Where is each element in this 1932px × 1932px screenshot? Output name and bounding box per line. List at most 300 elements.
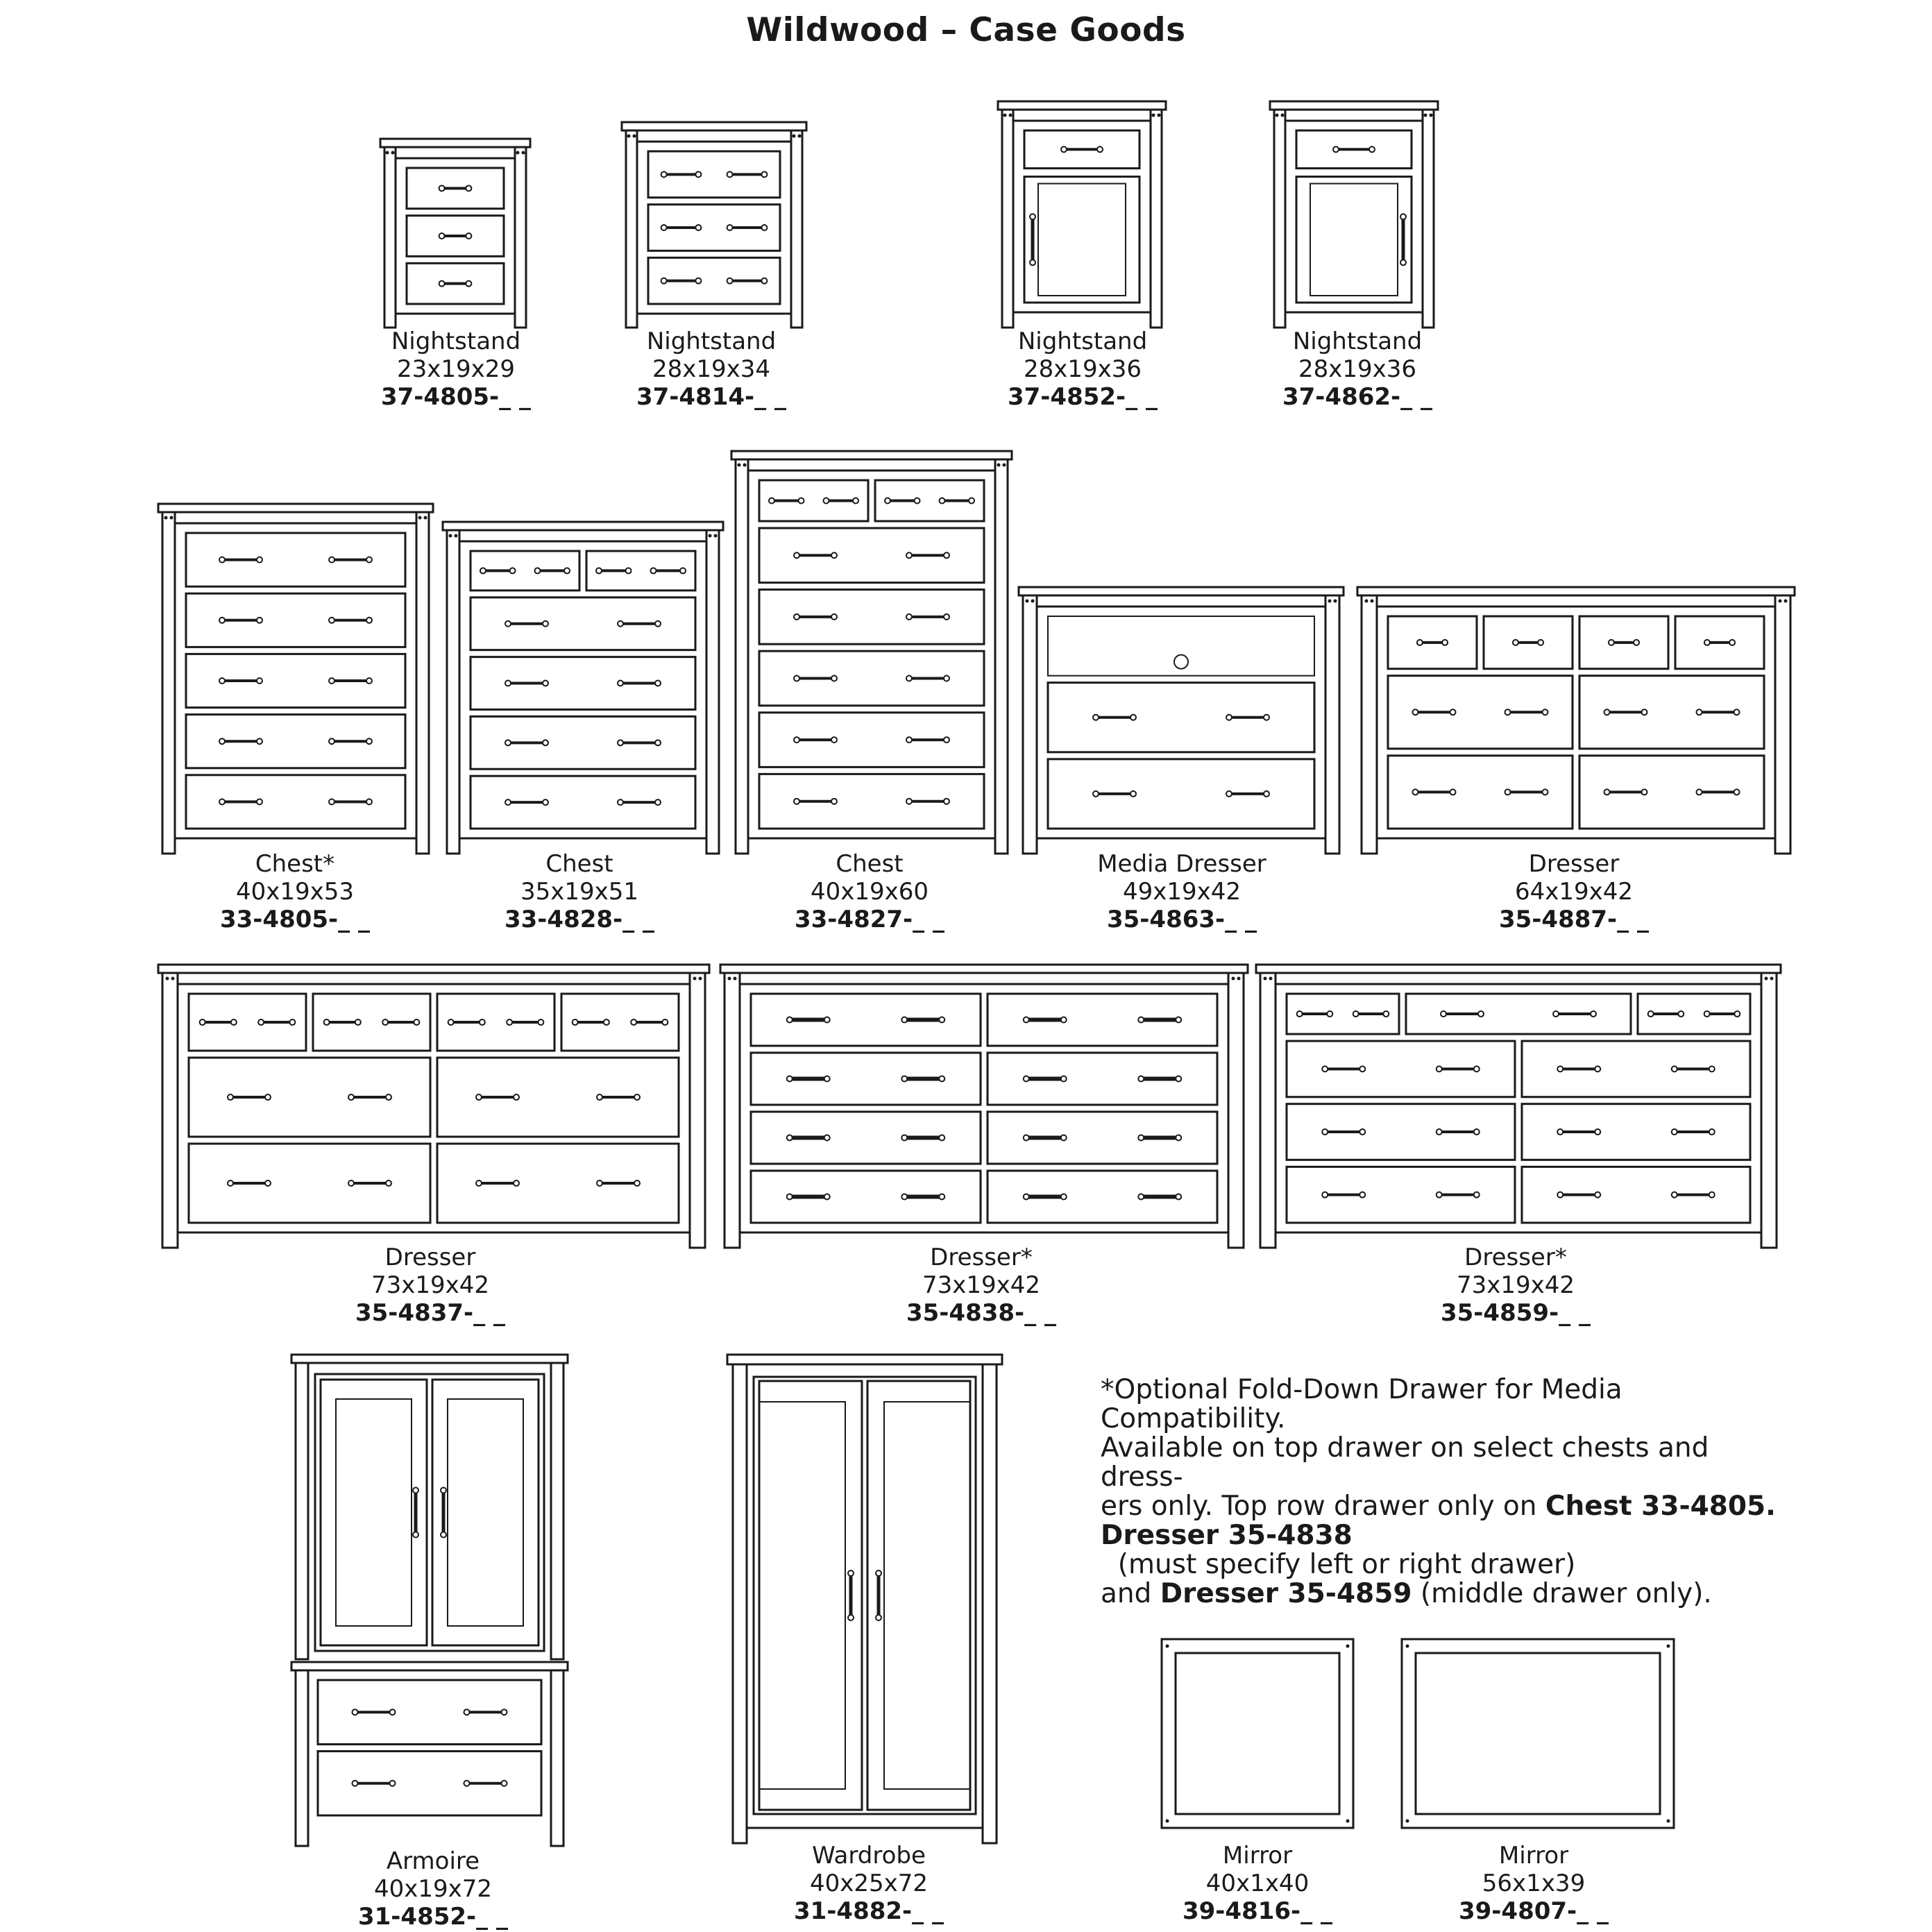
drawer-pull-icon	[794, 799, 837, 804]
drawer	[189, 1144, 430, 1223]
mirror-square-icon	[1162, 1639, 1353, 1828]
drawer-pull-icon	[1024, 1076, 1067, 1082]
drawer-pull-icon	[906, 614, 949, 620]
peg-icon	[391, 151, 395, 155]
product-name: Chest	[836, 850, 904, 878]
peg-icon	[1031, 600, 1035, 603]
drawer-pull-icon	[507, 1019, 543, 1025]
peg-icon	[1406, 1820, 1409, 1823]
drawer	[988, 1171, 1217, 1223]
peg-icon	[633, 135, 636, 138]
door-panel	[448, 1399, 523, 1626]
drawer-pull-icon	[464, 1781, 507, 1786]
product-dimensions: 73x19x42	[922, 1271, 1041, 1299]
leg	[791, 130, 802, 328]
door-panel	[1310, 184, 1398, 296]
product-caption	[944, 328, 1221, 411]
drawer-pull-icon	[1138, 1194, 1181, 1200]
product-dimensions: 49x19x42	[1122, 878, 1242, 906]
drawer-pull-icon	[939, 498, 974, 503]
drawer-pull-icon	[901, 1076, 944, 1082]
peg-icon	[170, 516, 173, 520]
drawer-pull-icon	[534, 568, 570, 573]
leg	[1423, 110, 1434, 328]
drawer-pull-icon	[228, 1180, 271, 1186]
top-board	[731, 451, 1012, 459]
leg	[1274, 110, 1285, 328]
drawer-pull-icon	[1413, 789, 1456, 795]
leg	[162, 512, 175, 854]
drawer-pull-icon	[219, 799, 262, 804]
drawer	[751, 1171, 981, 1223]
drawer-pull-icon	[618, 681, 661, 686]
drawer	[759, 528, 984, 583]
drawer-pull-icon	[348, 1094, 391, 1100]
door-frame	[315, 1374, 544, 1651]
product-drawing	[727, 1355, 1002, 1843]
drawer-pull-icon	[901, 1194, 944, 1200]
drawer-pull-icon	[1672, 1129, 1715, 1135]
peg-icon	[1365, 600, 1368, 603]
footnote-sku: Dresser 35-4838	[1101, 1520, 1353, 1551]
drawer-pull-icon	[650, 568, 686, 573]
cord-hole-icon	[1174, 655, 1188, 669]
product-sku: 35-4859-_ _	[1440, 1299, 1591, 1327]
leg	[626, 130, 637, 328]
footnote-line: ers only. Top row drawer only on	[1101, 1491, 1545, 1522]
drawer-pull-icon	[1417, 640, 1448, 645]
product-sku: 33-4805-_ _	[219, 906, 370, 933]
product-sku: 31-4852-_ _	[357, 1903, 508, 1931]
product-drawing	[380, 139, 530, 328]
leg	[515, 147, 526, 328]
product-sku: 39-4807-_ _	[1458, 1897, 1609, 1925]
drawer-pull-icon	[348, 1180, 391, 1186]
product-caption	[1395, 1842, 1672, 1925]
drawer	[1287, 1167, 1515, 1223]
drawer	[759, 590, 984, 645]
drawer-pull-icon	[661, 225, 702, 230]
product-caption	[1119, 1842, 1396, 1925]
product-sku: 35-4887-_ _	[1498, 906, 1649, 933]
product-sku: 33-4827-_ _	[794, 906, 944, 933]
peg-icon	[516, 151, 520, 155]
drawer	[988, 1053, 1217, 1105]
leg	[1228, 973, 1244, 1248]
peg-icon	[455, 534, 458, 538]
drawer	[1522, 1041, 1750, 1097]
product-name: Dresser*	[930, 1244, 1033, 1271]
drawer-pull-icon	[476, 1180, 519, 1186]
drawer-pull-icon	[1226, 715, 1269, 720]
drawer-pull-icon	[1505, 789, 1548, 795]
peg-icon	[1424, 114, 1427, 117]
drawer	[759, 774, 984, 829]
product-caption	[1219, 328, 1496, 411]
product-sku: 39-4816-_ _	[1182, 1897, 1332, 1925]
drawer	[189, 1058, 430, 1137]
drawer	[318, 1680, 541, 1745]
chest-six-drawer-icon	[443, 522, 723, 854]
drawer	[437, 1144, 679, 1223]
peg-icon	[1346, 1820, 1350, 1823]
peg-icon	[1779, 600, 1782, 603]
drawer-pull-icon	[1024, 1135, 1067, 1141]
top-board	[380, 139, 530, 147]
footnote-sku: Chest 33-4805.	[1545, 1491, 1776, 1522]
drawer-pull-icon	[1672, 1066, 1715, 1071]
top-board	[158, 504, 433, 512]
drawer-pull-icon	[324, 1019, 361, 1025]
drawer-pull-icon	[906, 552, 949, 558]
drawer	[1522, 1167, 1750, 1223]
page-title: Wildwood – Case Goods	[746, 11, 1186, 49]
door-pull-icon	[1400, 214, 1406, 265]
door	[1296, 177, 1412, 303]
drawer-pull-icon	[1093, 715, 1136, 720]
drawer	[751, 994, 981, 1046]
leg	[1362, 595, 1377, 854]
drawer	[471, 716, 695, 769]
drawer-pull-icon	[794, 614, 837, 620]
mirror-frame	[1162, 1639, 1353, 1828]
drawer-pull-icon	[618, 740, 661, 745]
door-pull-icon	[876, 1570, 881, 1620]
product-drawing	[731, 451, 1012, 854]
peg-icon	[418, 516, 422, 520]
product-dimensions: 23x19x29	[396, 355, 516, 383]
drawer-pull-icon	[329, 618, 372, 623]
drawer-pull-icon	[769, 498, 804, 503]
product-caption	[317, 328, 595, 411]
drawer-pull-icon	[1672, 1192, 1715, 1198]
peg-icon	[997, 464, 1001, 467]
product-drawing	[1402, 1639, 1674, 1828]
product-dimensions: 28x19x36	[1298, 355, 1417, 383]
drawer-pull-icon	[1557, 1066, 1600, 1071]
door-panel	[759, 1402, 845, 1789]
product-drawing	[443, 522, 723, 854]
drawer-pull-icon	[464, 1709, 507, 1715]
leg	[1775, 595, 1790, 854]
product-caption	[156, 850, 434, 933]
drawer-pull-icon	[329, 557, 372, 563]
peg-icon	[709, 534, 712, 538]
top-board	[443, 522, 723, 530]
footnote	[1101, 1375, 1795, 1609]
drawer-pull-icon	[1322, 1066, 1365, 1071]
product-caption	[294, 1847, 572, 1931]
drawer-pull-icon	[1138, 1076, 1181, 1082]
product-name: Dresser	[1528, 850, 1620, 878]
peg-icon	[1152, 114, 1155, 117]
product-caption	[573, 328, 850, 411]
drawer-pull-icon	[1138, 1135, 1181, 1141]
nightstand-door-right-hinge-icon	[1270, 101, 1438, 328]
drawer-pull-icon	[1333, 146, 1375, 152]
door-pull-icon	[441, 1487, 446, 1537]
top-board	[291, 1355, 568, 1363]
leg	[1325, 595, 1339, 854]
peg-icon	[734, 977, 737, 981]
drawer	[471, 776, 695, 829]
drawer	[437, 1058, 679, 1137]
product-drawing	[998, 101, 1166, 328]
product-drawing	[1357, 587, 1795, 854]
leg	[1002, 110, 1013, 328]
drawer-pull-icon	[631, 1019, 668, 1025]
peg-icon	[1003, 114, 1007, 117]
drawer-pull-icon	[1697, 709, 1740, 715]
product-dimensions: 73x19x42	[1456, 1271, 1575, 1299]
top-board	[998, 101, 1166, 110]
drawer-pull-icon	[505, 740, 548, 745]
peg-icon	[1009, 114, 1012, 117]
drawer-pull-icon	[1441, 1011, 1484, 1017]
product-name: Wardrobe	[812, 1842, 926, 1870]
product-dimensions: 56x1x39	[1482, 1870, 1586, 1897]
peg-icon	[1346, 1645, 1350, 1648]
drawer-pull-icon	[1609, 640, 1639, 645]
drawer	[1406, 994, 1631, 1034]
product-sku: 35-4863-_ _	[1106, 906, 1257, 933]
drawer-pull-icon	[794, 675, 837, 681]
peg-icon	[1371, 600, 1374, 603]
product-sku: 37-4862-_ _	[1282, 383, 1432, 411]
drawer-pull-icon	[1437, 1129, 1480, 1135]
drawer-pull-icon	[906, 737, 949, 743]
mirror-glass	[1176, 1653, 1339, 1814]
drawer-pull-icon	[505, 621, 548, 627]
dresser-eight-drawer-icon	[1357, 587, 1795, 854]
nightstand-door-left-hinge-icon	[998, 101, 1166, 328]
peg-icon	[1166, 1645, 1169, 1648]
drawer-pull-icon	[1513, 640, 1543, 645]
dresser-eight-drawer-icon	[158, 965, 709, 1248]
product-caption	[1043, 850, 1321, 933]
drawer-pull-icon	[901, 1017, 944, 1023]
media-opening	[1048, 616, 1314, 676]
product-drawing	[720, 965, 1248, 1248]
drawer-pull-icon	[661, 278, 702, 284]
drawer-pull-icon	[1704, 640, 1735, 645]
drawer-pull-icon	[618, 799, 661, 805]
product-drawing	[1162, 1639, 1353, 1828]
leg	[162, 973, 178, 1248]
drawer-pull-icon	[329, 678, 372, 684]
drawer-pull-icon	[1024, 1194, 1067, 1200]
drawer	[751, 1053, 981, 1105]
leg	[551, 1363, 564, 1659]
drawer-pull-icon	[1604, 789, 1647, 795]
drawer-pull-icon	[448, 1019, 485, 1025]
product-drawing	[158, 965, 709, 1248]
drawer-pull-icon	[219, 618, 262, 623]
footnote-sku: Dresser 35-4859	[1160, 1578, 1412, 1609]
drawer-pull-icon	[1704, 1011, 1740, 1017]
wardrobe-icon	[727, 1355, 1002, 1843]
peg-icon	[728, 977, 731, 981]
drawer-pull-icon	[901, 1135, 944, 1141]
top-board	[1019, 587, 1344, 595]
product-name: Dresser*	[1464, 1244, 1567, 1271]
peg-icon	[693, 977, 697, 981]
leg	[733, 1364, 747, 1843]
leg	[1151, 110, 1162, 328]
peg-icon	[1269, 977, 1273, 981]
drawer-pull-icon	[1322, 1129, 1365, 1135]
drawer-pull-icon	[258, 1019, 295, 1025]
top-board	[158, 965, 709, 973]
drawer-pull-icon	[1138, 1017, 1181, 1023]
product-sku: 35-4837-_ _	[355, 1299, 505, 1327]
peg-icon	[1784, 600, 1788, 603]
drawer-pull-icon	[787, 1076, 830, 1082]
drawer-pull-icon	[1024, 1017, 1067, 1023]
drawer	[471, 657, 695, 710]
drawer-pull-icon	[353, 1781, 396, 1786]
drawer-pull-icon	[329, 799, 372, 804]
product-name: Media Dresser	[1097, 850, 1266, 878]
leg	[296, 1670, 308, 1846]
leg	[416, 512, 429, 854]
drawer-pull-icon	[597, 1180, 640, 1186]
door	[1024, 177, 1139, 303]
drawer-pull-icon	[1553, 1011, 1596, 1017]
peg-icon	[699, 977, 702, 981]
footnote-line: Available on top drawer on select chests and dress-	[1101, 1432, 1709, 1493]
drawer-pull-icon	[1648, 1011, 1684, 1017]
drawer-pull-icon	[439, 185, 472, 191]
peg-icon	[1232, 977, 1235, 981]
drawer-pull-icon	[787, 1017, 830, 1023]
drawer-pull-icon	[661, 171, 702, 177]
door-panel	[884, 1402, 970, 1789]
leg	[724, 973, 740, 1248]
drawer-pull-icon	[794, 552, 837, 558]
peg-icon	[1281, 114, 1285, 117]
product-name: Mirror	[1498, 1842, 1569, 1870]
drawer	[1287, 1104, 1515, 1160]
drawer	[988, 994, 1217, 1046]
peg-icon	[738, 464, 741, 467]
drawer-pull-icon	[1322, 1192, 1365, 1198]
peg-icon	[743, 464, 747, 467]
footnote-line: and	[1101, 1578, 1160, 1609]
leg	[706, 530, 719, 854]
drawer-pull-icon	[1505, 709, 1548, 715]
drawer-pull-icon	[200, 1019, 237, 1025]
peg-icon	[1237, 977, 1241, 981]
nightstand-three-drawer-icon	[380, 139, 530, 328]
drawer	[988, 1112, 1217, 1164]
door-frame	[754, 1377, 976, 1814]
leg	[384, 147, 396, 328]
drawer-pull-icon	[382, 1019, 419, 1025]
drawer-pull-icon	[1437, 1192, 1480, 1198]
drawer-pull-icon	[219, 738, 262, 744]
product-caption	[1435, 850, 1713, 933]
armoire-icon	[291, 1355, 568, 1846]
drawer-pull-icon	[219, 557, 262, 563]
peg-icon	[1667, 1820, 1670, 1823]
door-pull-icon	[413, 1487, 418, 1537]
drawer-pull-icon	[1061, 146, 1103, 152]
peg-icon	[166, 977, 169, 981]
product-dimensions: 64x19x42	[1514, 878, 1634, 906]
drawer-pull-icon	[505, 681, 548, 686]
drawer-pull-icon	[618, 621, 661, 627]
top-board	[1270, 101, 1438, 110]
drawer-pull-icon	[787, 1194, 830, 1200]
peg-icon	[1158, 114, 1161, 117]
top-board	[1256, 965, 1781, 973]
product-sku: 35-4838-_ _	[906, 1299, 1056, 1327]
drawer-pull-icon	[823, 498, 858, 503]
leg	[296, 1363, 308, 1659]
dresser-nine-drawer-icon	[1256, 965, 1781, 1248]
product-dimensions: 40x19x53	[235, 878, 355, 906]
dresser-eight-drawer-icon	[720, 965, 1248, 1248]
footnote-line: *Optional Fold-Down Drawer for Media Compatibility.	[1101, 1374, 1622, 1434]
drawer-pull-icon	[353, 1709, 396, 1715]
drawer	[759, 651, 984, 706]
drawer-pull-icon	[573, 1019, 609, 1025]
door	[759, 1381, 862, 1810]
drawer-pull-icon	[1557, 1129, 1600, 1135]
product-sku: 37-4805-_ _	[380, 383, 531, 411]
drawer	[318, 1751, 541, 1815]
product-dimensions: 28x19x34	[652, 355, 771, 383]
peg-icon	[1667, 1645, 1670, 1648]
product-drawing	[1270, 101, 1438, 328]
drawer-pull-icon	[1226, 791, 1269, 797]
peg-icon	[1264, 977, 1267, 981]
leg	[983, 1364, 997, 1843]
peg-icon	[1334, 600, 1337, 603]
drawer-pull-icon	[597, 1094, 640, 1100]
product-dimensions: 35x19x51	[520, 878, 639, 906]
peg-icon	[1003, 464, 1006, 467]
chest-seven-drawer-icon	[731, 451, 1012, 854]
peg-icon	[714, 534, 718, 538]
peg-icon	[798, 135, 802, 138]
product-sku: 33-4828-_ _	[504, 906, 654, 933]
nightstand-three-drawer-icon	[622, 122, 806, 328]
drawer	[1287, 1041, 1515, 1097]
drawer-pull-icon	[727, 171, 768, 177]
drawer-pull-icon	[439, 233, 472, 239]
peg-icon	[171, 977, 175, 981]
product-name: Nightstand	[1292, 328, 1423, 355]
product-caption	[441, 850, 718, 933]
drawer-pull-icon	[219, 678, 262, 684]
product-name: Chest	[545, 850, 613, 878]
drawer	[759, 713, 984, 768]
peg-icon	[164, 516, 168, 520]
drawer-pull-icon	[1297, 1011, 1333, 1017]
footnote-line: (middle drawer only).	[1412, 1578, 1712, 1609]
product-caption	[730, 1842, 1008, 1925]
leg	[551, 1670, 564, 1846]
drawer-pull-icon	[727, 278, 768, 284]
peg-icon	[627, 135, 631, 138]
product-dimensions: 28x19x36	[1023, 355, 1142, 383]
drawer	[751, 1112, 981, 1164]
product-caption	[731, 850, 1008, 933]
peg-icon	[424, 516, 427, 520]
product-sku: 31-4882-_ _	[793, 1897, 944, 1925]
